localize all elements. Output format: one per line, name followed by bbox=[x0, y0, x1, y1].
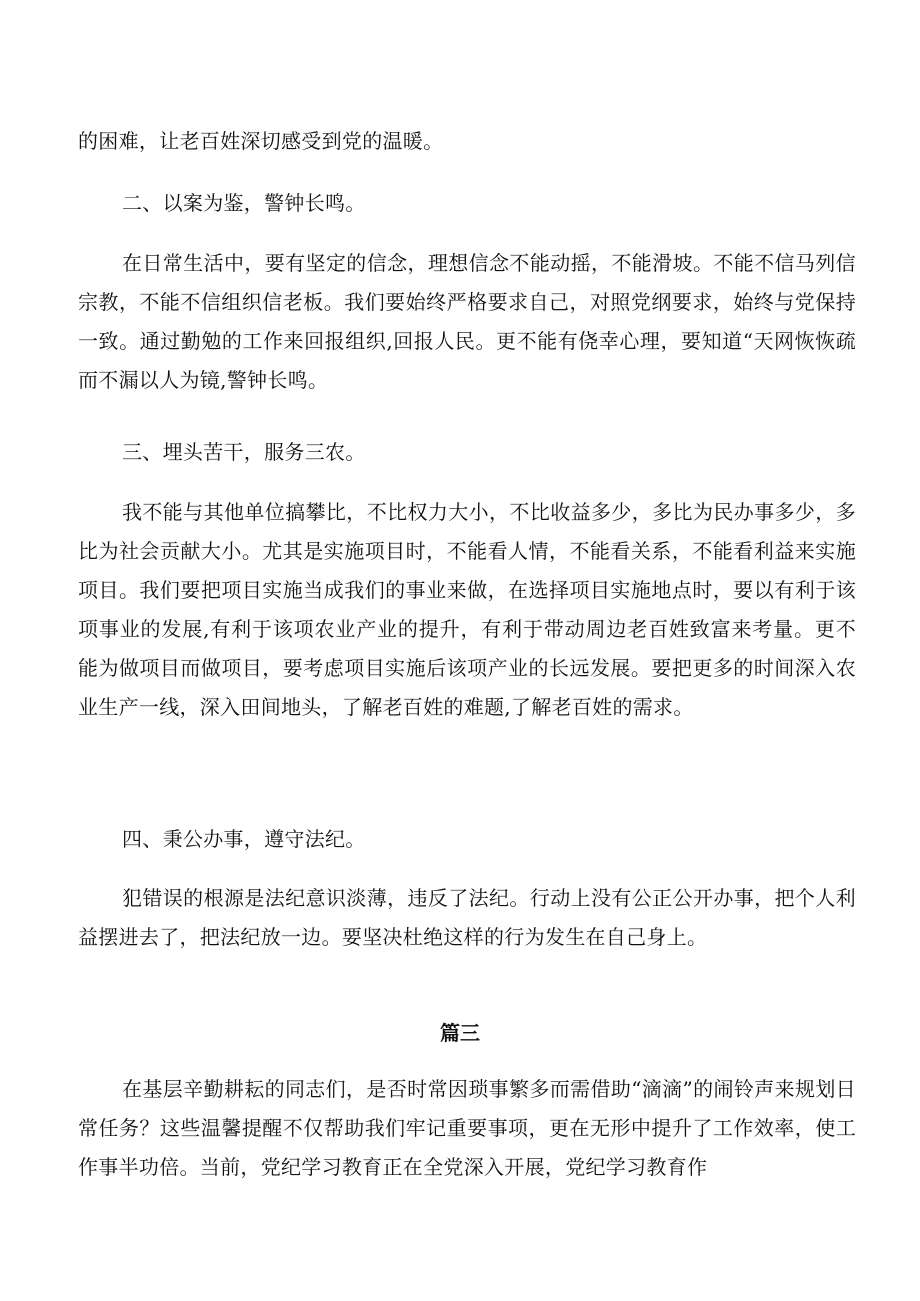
chapter-title: 篇三 bbox=[440, 1021, 480, 1045]
paragraph-section-4: 犯错误的根源是法纪意识淡薄，违反了法纪。行动上没有公正公开办事，把个人利益摆进去了，把法纪放一边。要坚决杜绝这样的行为发生在自己身上。 bbox=[78, 886, 856, 949]
paragraph-continuation: 的困难，让老百姓深切感受到党的温暖。 bbox=[78, 129, 444, 153]
paragraph-section-2: 在日常生活中，要有坚定的信念，理想信念不能动摇，不能滑坡。不能不信马列信宗教，不能不信组织信老板。我们要始终严格要求自己，对照党纲要求，始终与党保持一致。通过勤勉的工作来回报组织,回报人民。更不能有侥幸心理，要知道“天网恢恢疏而不漏以人为镜,警钟长鸣。 bbox=[78, 251, 856, 392]
paragraph-section-3: 我不能与其他单位搞攀比，不比权力大小，不比收益多少，多比为民办事多少，多比为社会贡献大小。尤其是实施项目时，不能看人情，不能看关系，不能看利益来实施项目。我们要把项目实施当成我们的事业来做，在选择项目实施地点时，要以有利于该项事业的发展,有利于该项农业产业的提升，有利于带动周边老百姓致富来考量。更不能为做项目而做项目，要考虑项目实施后该项产业的长远发展。要把更多的时间深入农业生产一线，深入田间地头，了解老百姓的难题,了解老百姓的需求。 bbox=[78, 500, 856, 719]
section-heading-4: 四、秉公办事，遵守法纪。 bbox=[122, 827, 366, 851]
paragraph-chapter-3-intro: 在基层辛勤耕耘的同志们，是否时常因琐事繁多而需借助“滴滴”的闹铃声来规划日常任务？这些温馨提醒不仅帮助我们牢记重要事项，更在无形中提升了工作效率，使工作事半功倍。当前，党纪学习教育正在全党深入开展，党纪学习教育作 bbox=[78, 1077, 856, 1179]
section-heading-2: 二、以案为鉴，警钟长鸣。 bbox=[122, 191, 366, 215]
section-heading-3: 三、埋头苦干，服务三农。 bbox=[122, 440, 366, 464]
